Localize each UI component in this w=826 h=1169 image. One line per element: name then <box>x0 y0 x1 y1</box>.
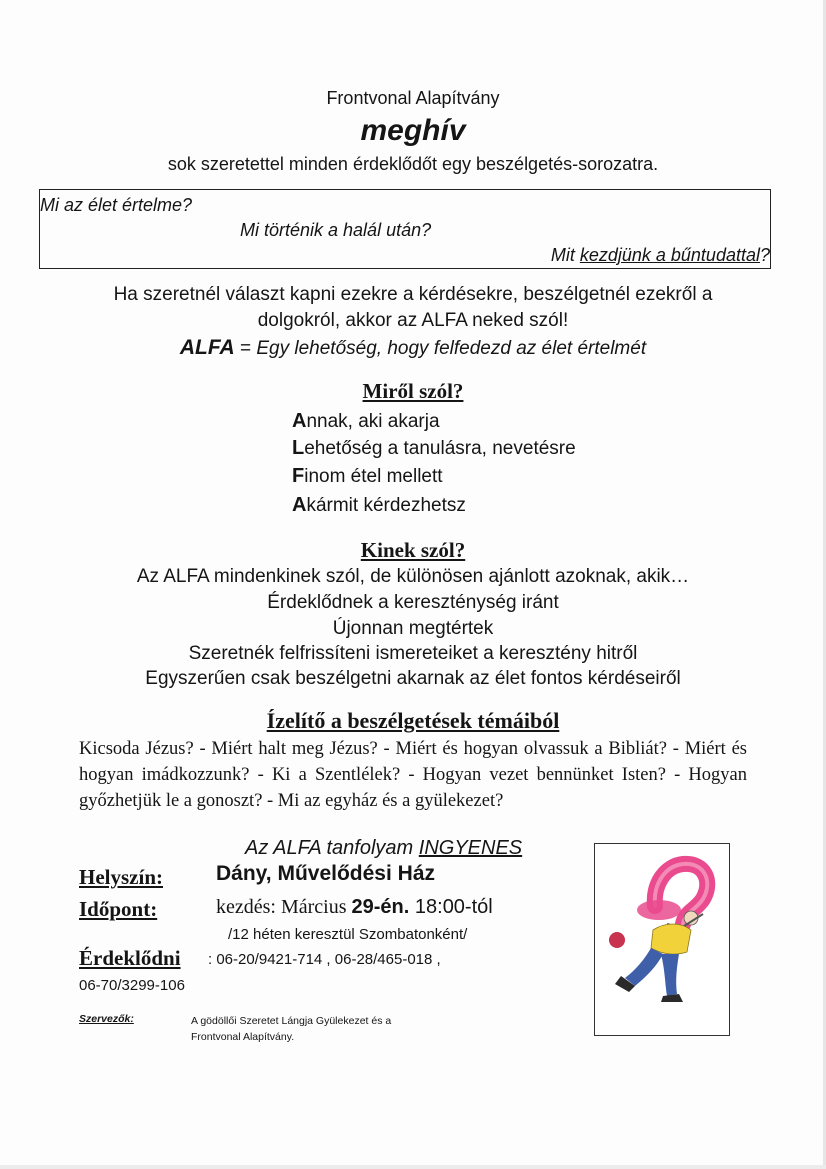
organization-name: Frontvonal Alapítvány <box>326 88 500 108</box>
audience-line: Szeretnék felfrissíteni ismereteiket a keresztény hitről <box>188 643 638 664</box>
question-3-end: ? <box>759 245 770 265</box>
time-hour: 18:00-tól <box>409 896 493 918</box>
time-date: 29-én. <box>351 896 410 918</box>
alfa-equals: = <box>234 338 257 359</box>
question-1: Mi az élet értelme? <box>40 195 193 215</box>
acrostic-letter: F <box>292 465 305 487</box>
intro-line-2: dolgokról, akkor az ALFA neked szól! <box>257 310 569 331</box>
question-mark-juggler-illustration <box>594 843 730 1036</box>
contact-label: Érdeklődni <box>79 946 181 970</box>
question-3-underlined: kezdjünk a bűntudattal <box>579 245 760 265</box>
acrostic-letter: A <box>292 410 307 432</box>
place-label: Helyszín: <box>79 865 163 889</box>
invite-verb: meghív <box>360 114 466 147</box>
topics-heading: Ízelítő a beszélgetések témáiból <box>266 708 560 733</box>
alfa-word: ALFA <box>179 336 235 359</box>
audience-line: Újonnan megtértek <box>332 618 494 639</box>
organizers-text <box>191 1013 391 1045</box>
contact-phones: : 06-20/9421-714 , 06-28/465-018 , <box>208 951 441 968</box>
free-course-text: Az ALFA tanfolyam <box>245 837 419 859</box>
free-course-note <box>245 837 522 860</box>
acrostic-text: kármit kérdezhetsz <box>306 495 466 516</box>
scan-edge-bottom <box>0 1165 826 1169</box>
time-value <box>216 896 493 919</box>
invitation-line: sok szeretettel minden érdeklődőt egy beszélgetés-sorozatra. <box>167 154 659 174</box>
alfa-meaning: Egy lehetőség, hogy felfedezd az élet értelmét <box>256 338 647 359</box>
question-3-start: Mit <box>550 245 580 265</box>
schedule-note: /12 héten keresztül Szombatonként/ <box>228 926 468 943</box>
acrostic-text: inom étel mellett <box>304 466 443 487</box>
audience-line: Érdeklődnek a kereszténység iránt <box>267 592 559 613</box>
free-word: INGYENES <box>418 837 523 859</box>
acrostic-text: ehetőség a tanulásra, nevetésre <box>304 438 576 459</box>
audience-line: Egyszerűen csak beszélgetni akarnak az élet fontos kérdéseiről <box>145 668 681 689</box>
acrostic-letter: L <box>292 437 305 459</box>
acrostic-text: nnak, aki akarja <box>306 411 440 432</box>
audience-heading: Kinek szól? <box>360 538 466 562</box>
acrostic-letter: A <box>292 494 307 516</box>
questions-box <box>39 189 771 269</box>
contact-phones-2: 06-70/3299-106 <box>79 977 185 994</box>
juggler-drawing <box>595 844 729 1035</box>
acrostic-line <box>292 465 443 488</box>
about-heading: Miről szól? <box>362 379 464 403</box>
intro-line-1: Ha szeretnél választ kapni ezekre a kérdésekre, beszélgetnél ezekről a <box>113 284 713 305</box>
acrostic-line <box>292 494 466 517</box>
question-3 <box>551 245 770 266</box>
acrostic-line <box>292 410 440 433</box>
acrostic-line <box>292 437 576 460</box>
topics-paragraph: Kicsoda Jézus? - Miért halt meg Jézus? - Miért és hogyan olvassuk a Bibliát? - Miért és hogyan imádkozzunk? - Ki a Szentlélek? - Hogyan vezet bennünket Isten? - Hogyan győzhetjük le a gonoszt? - Mi az egyház és a gyülekezet? <box>79 739 747 811</box>
audience-line: Az ALFA mindenkinek szól, de különösen ajánlott azoknak, akik… <box>136 566 690 587</box>
organizers-label: Szervezők: <box>79 1013 134 1025</box>
question-2: Mi történik a halál után? <box>240 220 432 240</box>
time-start: kezdés: Március <box>216 896 352 918</box>
organizers-line-2: Frontvonal Alapítvány. <box>191 1031 295 1043</box>
place-value: Dány, Művelődési Ház <box>216 862 436 885</box>
organizers-line-1: A gödöllői Szeretet Lángja Gyülekezet és a <box>191 1015 392 1027</box>
time-label: Időpont: <box>79 897 158 921</box>
alfa-definition <box>0 336 826 360</box>
